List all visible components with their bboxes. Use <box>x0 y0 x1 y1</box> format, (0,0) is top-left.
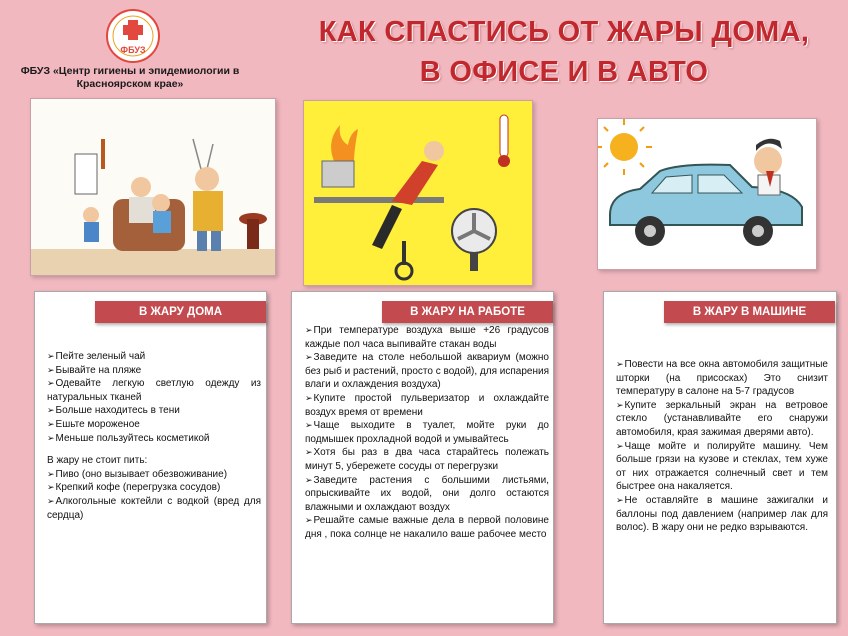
home-tips-body <box>47 350 261 522</box>
work-tip: ➢ При температуре воздуха выше +26 градусов каждые пол часа выпивайте стакан воды <box>305 324 549 351</box>
title-line-2: В ОФИСЕ И В АВТО <box>419 56 709 88</box>
home-tip: ➢ Одевайте легкую светлую одежду из натуральных тканей <box>47 377 261 404</box>
work-tips-header: В ЖАРУ НА РАБОТЕ <box>382 301 553 323</box>
car-tips-body <box>616 358 828 535</box>
car-heat-illustration <box>597 118 817 270</box>
work-tip: ➢ Заведите на столе небольшой аквариум (можно без рыб и растений, просто с водой), для испарения влаги и охлаждения воздуха) <box>305 351 549 392</box>
dont-drink-item: ➢ Алкогольные коктейли с водкой (вред для сердца) <box>47 495 261 522</box>
work-tip: ➢ Чаще выходите в туалет, мойте руки до подмышек прохладной водой и умывайтесь <box>305 419 549 446</box>
dont-drink-item: ➢ Крепкий кофе (перегрузка сосудов) <box>47 481 261 495</box>
car-tip: ➢ Повести на все окна автомобиля защитные шторки (на присосках) Это снизит температуру в салоне на 5-7 градусов <box>616 358 828 399</box>
car-tips-header: В ЖАРУ В МАШИНЕ <box>664 301 835 323</box>
dont-drink-item: ➢ Пиво (оно вызывает обезвоживание) <box>47 468 261 482</box>
home-tips-card <box>34 291 267 624</box>
home-tip: ➢ Пейте зеленый чай <box>47 350 261 364</box>
office-heat-illustration <box>303 100 533 286</box>
work-tips-card <box>291 291 554 624</box>
org-name: ФБУЗ «Центр гигиены и эпидемиологии в Красноярском крае» <box>20 65 240 90</box>
page-title <box>290 12 838 92</box>
work-tip: ➢ Заведите растения с большими листьями, опрыскивайте их водой, они долго остаются влажными и охлаждают воздух <box>305 474 549 515</box>
home-tip: ➢ Ешьте мороженое <box>47 418 261 432</box>
title-line-1: КАК СПАСТИСЬ ОТ ЖАРЫ ДОМА, <box>318 16 810 48</box>
dont-drink-title: В жару не стоит пить: <box>47 455 148 467</box>
work-tips-body <box>305 324 549 542</box>
home-tip: ➢ Больше находитесь в тени <box>47 404 261 418</box>
car-tip: ➢ Чаще мойте и полируйте машину. Чем больше грязи на кузове и стеклах, тем хуже от них отражается солнечный свет и тем быстрее она накаляется. <box>616 440 828 494</box>
car-tip: ➢ Купите зеркальный экран на ветровое стекло (устанавливайте его снаружи автомобиля, края зажимая дверями авто). <box>616 399 828 440</box>
logo-text: ФБУЗ <box>120 45 146 55</box>
home-tip: ➢ Меньше пользуйтесь косметикой <box>47 432 261 446</box>
org-logo <box>105 8 161 64</box>
car-tip: ➢ Не оставляйте в машине зажигалки и баллоны под давлением (например лак для волос). В жару они не редко взрываются. <box>616 494 828 535</box>
home-tips-header: В ЖАРУ ДОМА <box>95 301 266 323</box>
work-tip: ➢ Хотя бы раз в два часа старайтесь полежать минут 5, убережете сосуды от перегрузки <box>305 446 549 473</box>
work-tip: ➢ Купите простой пульверизатор и охлаждайте воздух время от времени <box>305 392 549 419</box>
home-heat-illustration <box>30 98 276 276</box>
work-tip: ➢ Решайте самые важные дела в первой половине дня , пока солнце не накалило ваше рабочее место <box>305 514 549 541</box>
home-tip: ➢ Бывайте на пляже <box>47 364 261 378</box>
car-tips-card <box>603 291 837 624</box>
